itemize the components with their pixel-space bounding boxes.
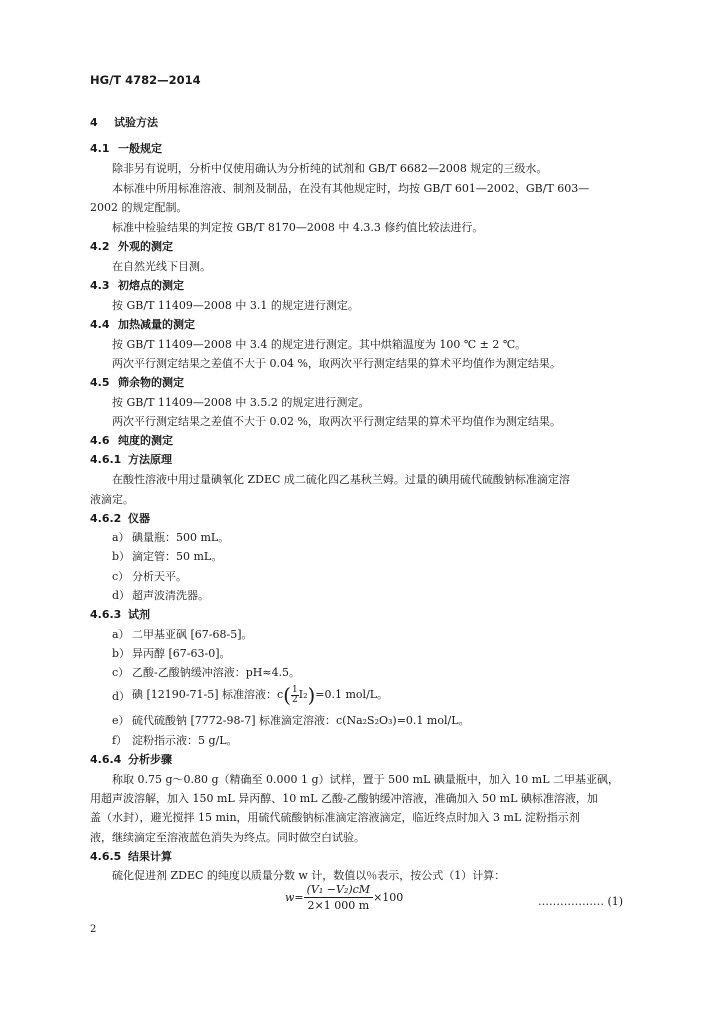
paragraph: 按 GB/T 11409—2008 中 3.5.2 的规定进行测定。 — [112, 396, 370, 409]
document-page: HG/T 4782—2014 4 试验方法 4.1 一般规定 除非另有说明，分析中仅使用确认为分析纯的试剂和 GB/T 6682—2008 规定的三级水。 本标准中所用标准溶液、制剂及制品，在没有其他规定时，均按 GB/T 601—2002、GB/T 603— 2002 的规定配制。 标准中检验结果的判定按 GB/T 8170—2008 中 4.3.3 修约值比较法进行。 4.2 外观的测定 在自然光线下目测。 4.3 初熔点的测定 按 GB/T 11409—2008 中 3.1 的规定进行测定。 4.4 加热减量的测定 按 GB/T 11409—2008 中 3.4 的规定进行测定。其中烘箱温度为 100 ℃ ± 2 ℃。 两次平行测定结果之差值不大于 0.04 %，取两次平行测定结果的算术平均值作为测定结果。 4.5 筛余物的测定 按 GB/T 11409—2008 中 3.5.2 的规定进行测定。 两次平行测定结果之差值不大于 0.02 %，取两次平行测定结果的算术平均值作为测定结果。 4.6 纯度的测定 4.6.1 方法原理 在酸性溶液中用过量碘氧化 ZDEC 成二硫化四乙基秋兰姆。过量的碘用硫代硫酸钠标准滴定溶 液滴定。 4.6.2 仪器 a） 碘量瓶：500 mL。 b） 滴定管：50 mL。 c） 分析天平。 d） 超声波清洗器。 4.6.3 试剂 a） 二甲基亚砜 [67-68-5]。 b） 异丙醇 [67-63-0]。 c） 乙酸-乙酸钠缓冲溶液：pH≈4.5。 d） 碘 [12190-71-5] 标准溶液：c( $\frac{1}{2}$ I₂)=0.1 mol/L。 e） 硫代硫酸钠 [7772-98-7] 标准滴定溶液：c(Na₂S₂O₃)=0.1 mol/L。 f） 淀粉指示液：5 g/L。 4.6.4 分析步骤 称取 0.75 g～0.80 g（精确至 0.000 1 g）试样，置于 500 mL 碘量瓶中，加入 10 mL 二甲基亚砜， 用超声波溶解，加入 150 mL 异丙醇、10 mL 乙酸-乙酸钠缓冲溶液，准确加入 50 mL 碘标准溶液，加 盖（水封），避光搅拌 15 min，用硫代硫酸钠标准滴定溶液滴定，临近终点时加入 3 mL 淀粉指示剂 液，继续滴定至溶液蓝色消失为终点。同时做空白试验。 4.6.5 结果计算 硫化促进剂 ZDEC 的纯度以质量分数 w 计，数值以％表示，按公式（1）计算： w= $\frac{\text{(V₁ −V₂)cM}}{2\times 1 000 m}$ ×100 ……………… (1) 2 — [90, 73, 624, 935]
paragraph: 液滴定。 — [90, 493, 134, 506]
section-4-5-heading: 4.5 筛余物的测定 — [90, 376, 184, 389]
paragraph: 2002 的规定配制。 — [90, 201, 188, 214]
section-4-2-heading: 4.2 外观的测定 — [90, 240, 173, 253]
paragraph: 用超声波溶解，加入 150 mL 异丙醇、10 mL 乙酸-乙酸钠缓冲溶液，准确加入 50 mL 碘标准溶液，加 — [90, 792, 598, 805]
section-4-6-3-heading: 4.6.3 试剂 — [90, 608, 150, 621]
paragraph: 标准中检验结果的判定按 GB/T 8170—2008 中 4.3.3 修约值比较法进行。 — [112, 221, 484, 234]
section-4-6-heading: 4.6 纯度的测定 — [90, 434, 173, 447]
section-4-heading: 4 试验方法 — [90, 116, 158, 129]
equation-number: ……………… (1) — [538, 895, 624, 908]
section-4-6-4-heading: 4.6.4 分析步骤 — [90, 753, 172, 766]
paragraph: 本标准中所用标准溶液、制剂及制品，在没有其他规定时，均按 GB/T 601—2002、GB/T 603— — [112, 182, 590, 195]
paragraph: 盖（水封），避光搅拌 15 min，用硫代硫酸钠标准滴定溶液滴定，临近终点时加入 3 mL 淀粉指示剂 — [90, 811, 580, 824]
paragraph: 硫化促进剂 ZDEC 的纯度以质量分数 w 计，数值以％表示，按公式（1）计算： — [112, 869, 506, 882]
formula: w= $\frac{\text{(V₁ −V₂)cM}}{2\times 1 000 m}$ ×100 — [285, 883, 404, 912]
fraction: $\frac{1}{2}$ — [291, 684, 298, 705]
paragraph: 液，继续滴定至溶液蓝色消失为终点。同时做空白试验。 — [90, 831, 365, 844]
formula-fraction: $\frac{\text{(V₁ −V₂)cM}}{2\times 1 000 m}$ — [304, 883, 373, 912]
paragraph: 除非另有说明，分析中仅使用确认为分析纯的试剂和 GB/T 6682—2008 规定的三级水。 — [112, 162, 548, 175]
section-4-6-5-heading: 4.6.5 结果计算 — [90, 850, 172, 863]
page-number: 2 — [90, 924, 97, 935]
section-4-1-heading: 4.1 一般规定 — [90, 142, 162, 155]
section-4-4-heading: 4.4 加热减量的测定 — [90, 318, 195, 331]
paragraph: 两次平行测定结果之差值不大于 0.04 %，取两次平行测定结果的算术平均值作为测定结果。 — [112, 357, 561, 370]
paragraph: 按 GB/T 11409—2008 中 3.4 的规定进行测定。其中烘箱温度为 100 ℃ ± 2 ℃。 — [112, 338, 527, 351]
paragraph: 两次平行测定结果之差值不大于 0.02 %，取两次平行测定结果的算术平均值作为测定结果。 — [112, 415, 561, 428]
section-4-6-1-heading: 4.6.1 方法原理 — [90, 453, 172, 466]
paragraph: 在自然光线下目测。 — [112, 260, 211, 273]
paragraph: 按 GB/T 11409—2008 中 3.1 的规定进行测定。 — [112, 299, 359, 312]
paragraph: 称取 0.75 g～0.80 g（精确至 0.000 1 g）试样，置于 500 mL 碘量瓶中，加入 10 mL 二甲基亚砜， — [112, 773, 620, 786]
standard-number: HG/T 4782—2014 — [90, 73, 201, 87]
section-4-3-heading: 4.3 初熔点的测定 — [90, 279, 184, 292]
paragraph: 在酸性溶液中用过量碘氧化 ZDEC 成二硫化四乙基秋兰姆。过量的碘用硫代硫酸钠标准滴定溶 — [112, 473, 570, 486]
section-4-6-2-heading: 4.6.2 仪器 — [90, 512, 150, 525]
